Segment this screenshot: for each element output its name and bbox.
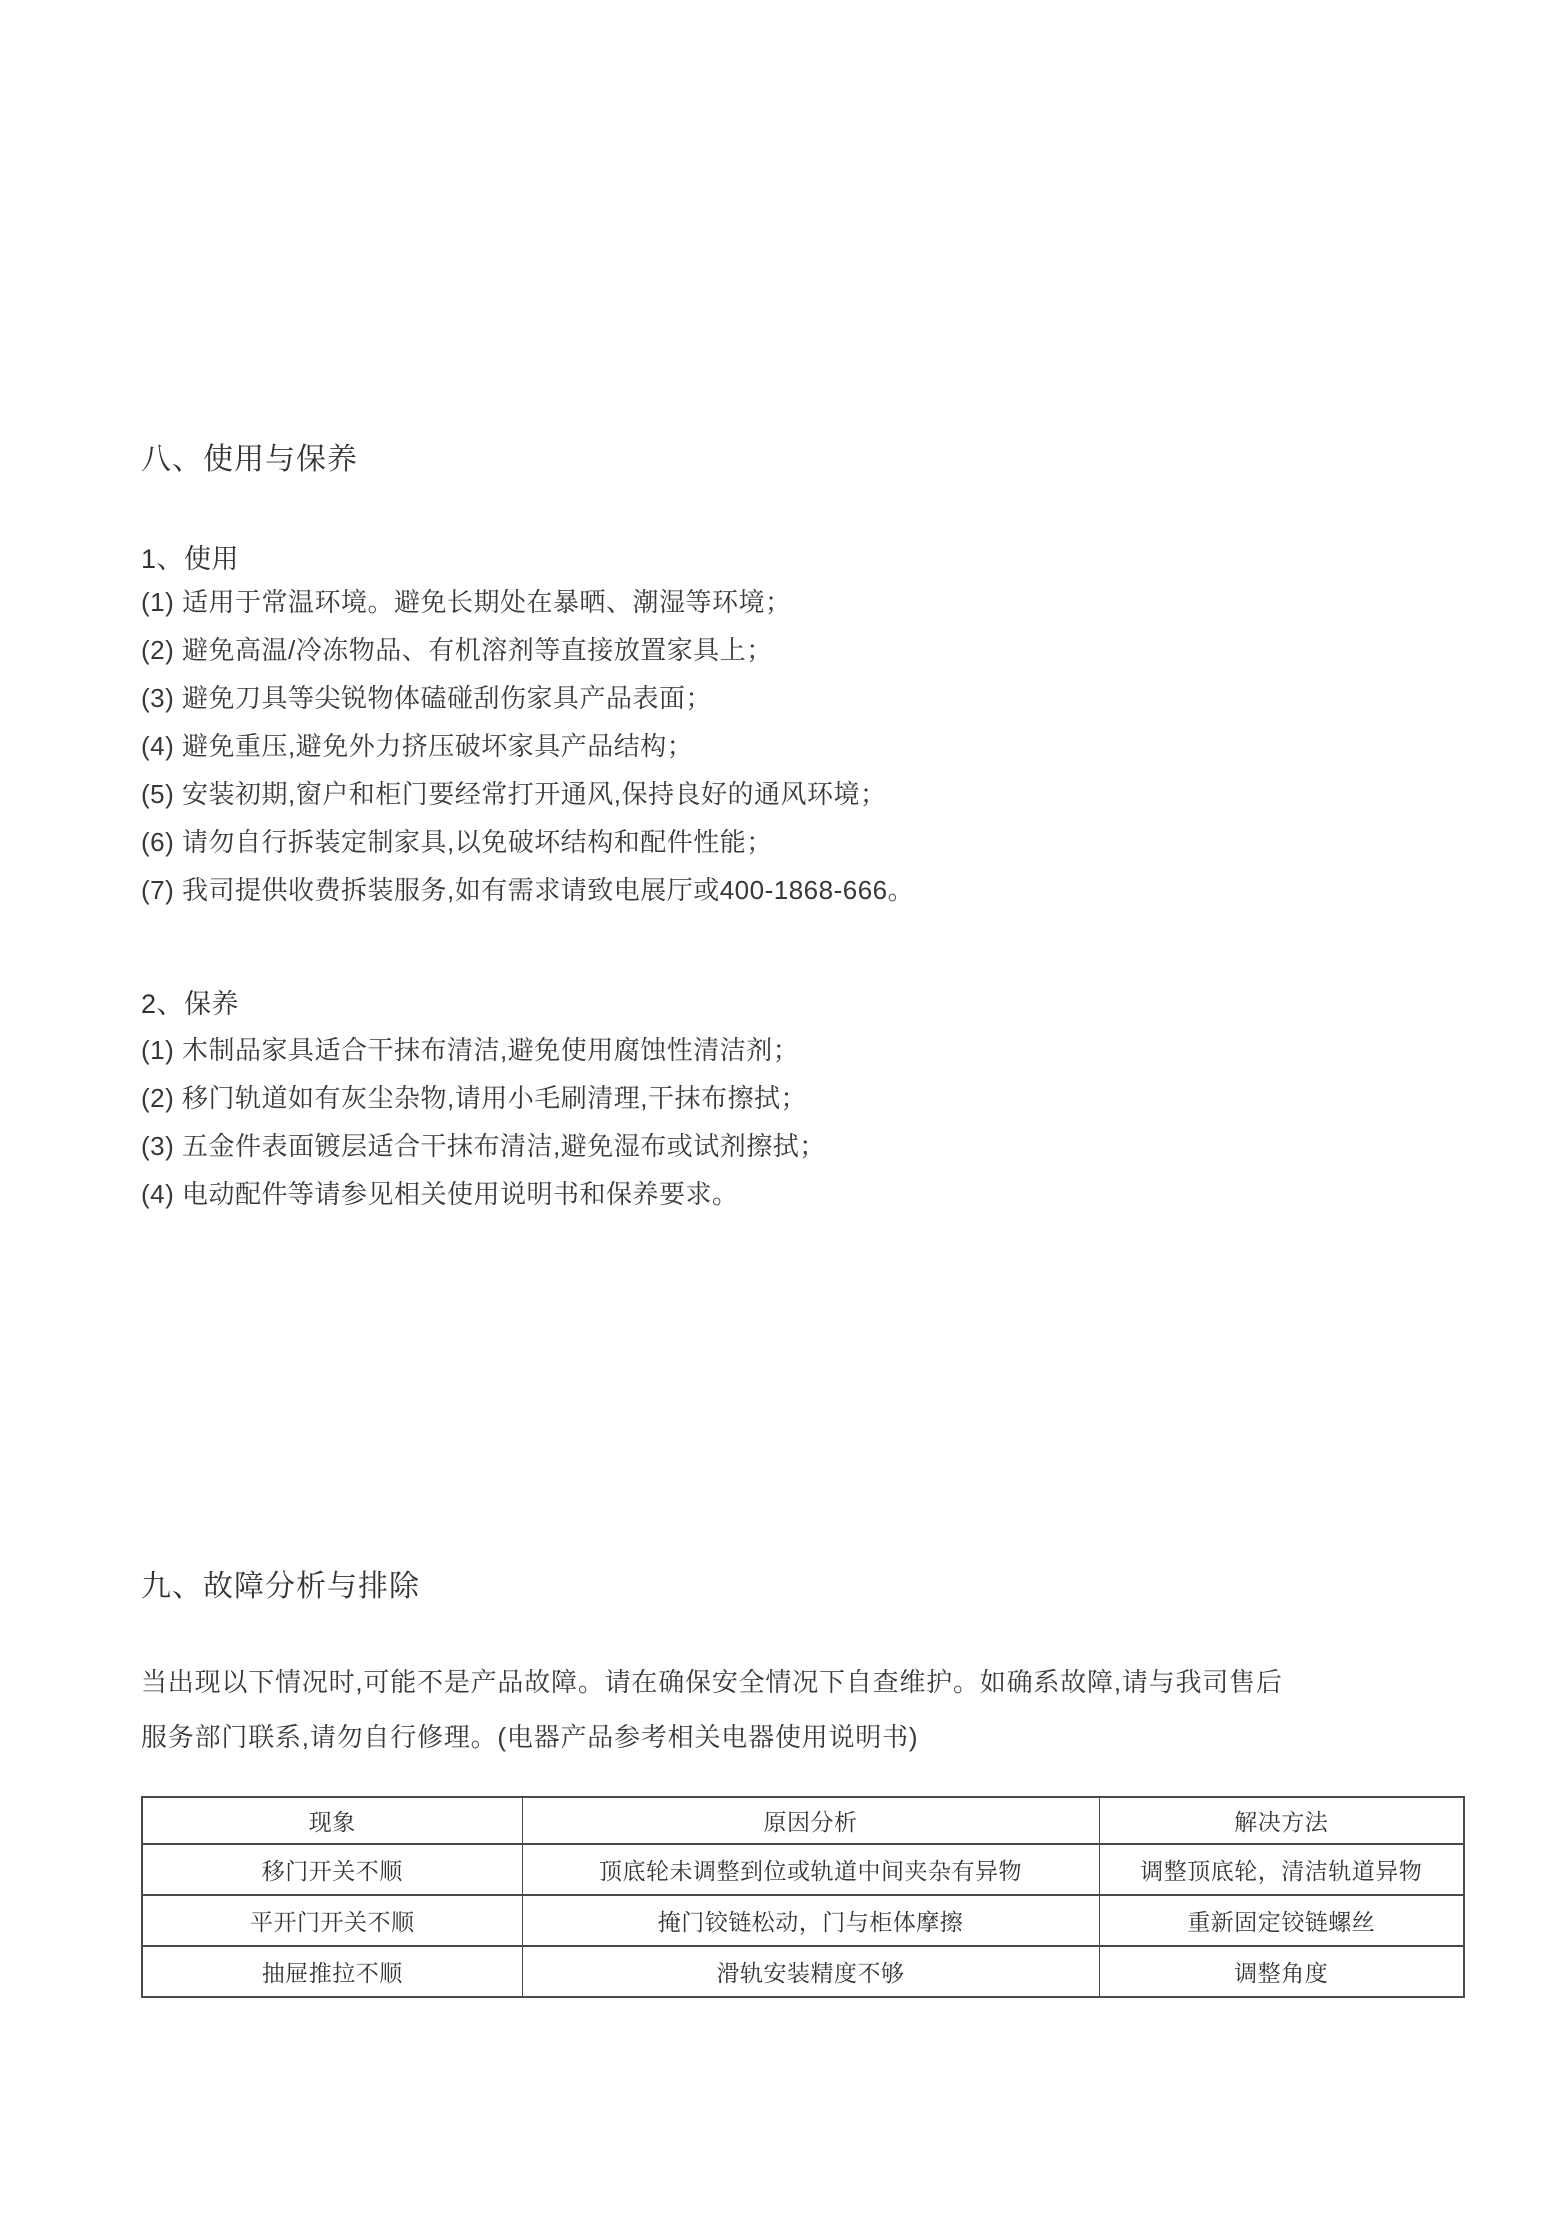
table-cell-symptom: 平开门开关不顺 [142, 1895, 522, 1946]
section-use-title: 八、使用与保养 [141, 443, 358, 476]
use-instructions-list [141, 578, 914, 914]
trouble-intro-line-2: 服务部门联系,请勿自行修理。(电器产品参考相关电器使用说明书) [141, 1722, 919, 1752]
table-row [142, 1844, 1464, 1895]
subsection-care-title: 2、保养 [141, 989, 240, 1019]
care-item-3: (3) 五金件表面镀层适合干抹布清洁,避免湿布或试剂擦拭； [141, 1131, 826, 1161]
use-item-1: (1) 适用于常温环境。避免长期处在暴晒、潮湿等环境； [141, 587, 792, 617]
subsection-use-title: 1、使用 [141, 544, 240, 574]
trouble-intro-paragraph [141, 1655, 1283, 1765]
table-cell-solution: 调整角度 [1099, 1946, 1464, 1997]
table-cell-cause: 顶底轮未调整到位或轨道中间夹杂有异物 [522, 1844, 1099, 1895]
use-item-7: (7) 我司提供收费拆装服务,如有需求请致电展厅或400-1868-666。 [141, 875, 915, 905]
table-header-row [142, 1797, 1464, 1844]
table-header-cause: 原因分析 [522, 1797, 1099, 1844]
care-item-2: (2) 移门轨道如有灰尘杂物,请用小毛刷清理,干抹布擦拭； [141, 1083, 807, 1113]
table-row [142, 1895, 1464, 1946]
care-item-4: (4) 电动配件等请参见相关使用说明书和保养要求。 [141, 1179, 739, 1209]
table-row [142, 1946, 1464, 1997]
table-cell-solution: 调整顶底轮，清洁轨道异物 [1099, 1844, 1464, 1895]
use-item-5: (5) 安装初期,窗户和柜门要经常打开通风,保持良好的通风环境； [141, 779, 887, 809]
table-cell-symptom: 抽屉推拉不顺 [142, 1946, 522, 1997]
table-header-solution: 解决方法 [1099, 1797, 1464, 1844]
section-trouble-title: 九、故障分析与排除 [141, 1570, 420, 1603]
care-instructions-list [141, 1026, 826, 1218]
use-item-3: (3) 避免刀具等尖锐物体磕碰刮伤家具产品表面； [141, 683, 713, 713]
table-cell-symptom: 移门开关不顺 [142, 1844, 522, 1895]
care-item-1: (1) 木制品家具适合干抹布清洁,避免使用腐蚀性清洁剂； [141, 1035, 800, 1065]
trouble-intro-line-1: 当出现以下情况时,可能不是产品故障。请在确保安全情况下自查维护。如确系故障,请与我司售后 [141, 1667, 1283, 1697]
use-item-4: (4) 避免重压,避免外力挤压破坏家具产品结构； [141, 731, 694, 761]
table-header-symptom: 现象 [142, 1797, 522, 1844]
table-cell-cause: 掩门铰链松动，门与柜体摩擦 [522, 1895, 1099, 1946]
table-cell-solution: 重新固定铰链螺丝 [1099, 1895, 1464, 1946]
table-cell-cause: 滑轨安装精度不够 [522, 1946, 1099, 1997]
use-item-6: (6) 请勿自行拆装定制家具,以免破坏结构和配件性能； [141, 827, 773, 857]
use-item-2: (2) 避免高温/冷冻物品、有机溶剂等直接放置家具上； [141, 635, 773, 665]
troubleshooting-table [141, 1796, 1465, 1998]
